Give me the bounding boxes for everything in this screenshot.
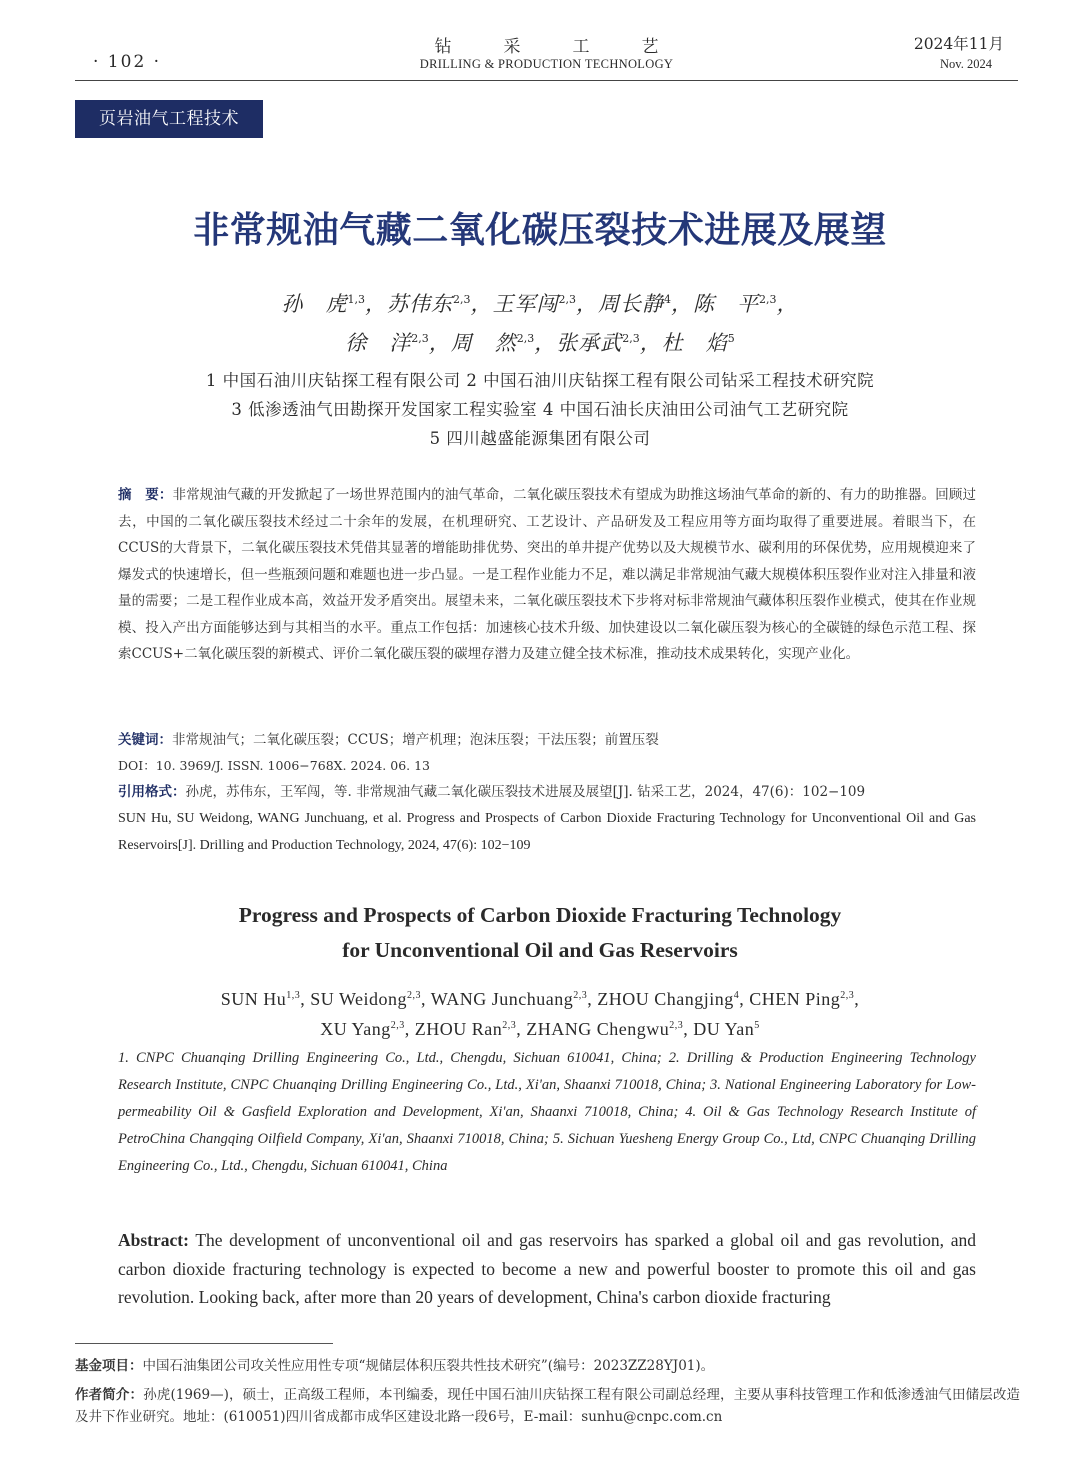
author-affiliation-mark: 1,3 (286, 990, 301, 1001)
author-name: ZHANG Chengwu (526, 1019, 670, 1039)
footnote-fund-text: 中国石油集团公司攻关性应用性专项“规储层体积压裂共性技术研究”(编号：2023ZZ28YJ01)。 (142, 1358, 715, 1374)
author-affiliation-mark: 2,3 (840, 990, 855, 1001)
citation-label: 引用格式： (118, 784, 186, 800)
author-name: ZHOU Ran (414, 1019, 503, 1039)
paper-title-cn: 非常规油气藏二氧化碳压裂技术进展及展望 (193, 210, 887, 251)
author-affiliation-mark: 1,3 (347, 293, 365, 306)
author-affiliation-mark: 2,3 (573, 990, 588, 1001)
footnote-fund-label: 基金项目： (75, 1358, 143, 1374)
author-name: CHEN Ping (749, 989, 841, 1009)
abstract-cn-text: 非常规油气藏的开发掀起了一场世界范围内的油气革命，二氧化碳压裂技术有望成为助推这场油气革命的新的、有力的助推器。回顾过去，中国的二氧化碳压裂技术经过二十余年的发展，在机理研究、工艺设计、产品研发及工程应用等方面均取得了重要进展。着眼当下，在CCUS的大背景下，二氧化碳压裂技术凭借其显著的增能助排优势、突出的单井提产优势以及大规模节水、碳利用的环保优势，应用规模迎来了爆发式的快速增长，但一些瓶颈问题和难题也进一步凸显。一是工程作业能力不足，难以满足非常规油气藏大规模体积压裂作业对注入排量和液量的需要；二是工程作业成本高，效益开发矛盾突出。展望未来，二氧化碳压裂技术下步将对标非常规油气藏体积压裂作业模式，使其在作业规模、投入产出方面能够达到与其相当的水平。重点工作包括：加速核心技术升级、加快建设以二氧化碳压裂为核心的全碳链的绿色示范工程、探索CCUS+二氧化碳压裂的新模式、评价二氧化碳压裂的碳埋存潜力及建立健全技术标准，推动技术成果转化，实现产业化。 (118, 487, 976, 662)
journal-name-en: DRILLING & PRODUCTION TECHNOLOGY (419, 57, 674, 71)
author-name: XU Yang (320, 1019, 391, 1039)
author-name: 陈 平 (693, 292, 759, 316)
author-name: SUN Hu (220, 989, 287, 1009)
author-name: 周 然 (450, 331, 517, 355)
paper-title-en-line2: for Unconventional Oil and Gas Reservoirs (342, 938, 738, 962)
author-name: ZHOU Changjing (597, 989, 734, 1009)
author-name: 孙 虎 (281, 292, 348, 316)
author-affiliation-mark: 4 (664, 293, 671, 306)
journal-name-cn: 钻采工艺 (434, 37, 711, 57)
author-affiliation-mark: 2,3 (516, 332, 535, 345)
section-badge: 页岩油气工程技术 (75, 100, 263, 138)
doi: DOI：10. 3969/J. ISSN. 1006−768X. 2024. 06. 13 (118, 758, 431, 773)
author-name: 苏伟东 (387, 292, 453, 316)
author-affiliation-mark: 2,3 (759, 293, 777, 306)
author-affiliation-mark: 2,3 (502, 1020, 517, 1031)
author-list-cn-line1: 孙 虎$^{1,3}$，苏伟东$^{2,3}$，王军闯$^{2,3}$，周长静$^4$，陈 平$^{2,3}$， (281, 292, 799, 316)
keywords-cn-label: 关键词： (118, 732, 172, 748)
author-affiliation-mark: 2,3 (622, 332, 640, 345)
author-affiliation-mark: 2,3 (558, 293, 576, 306)
abstract-en-text: The development of unconventional oil and gas reservoirs has sparked a global oil and gas revolution, and carbon dioxide fracturing technology is expected to become a new and powerful booster to promote this oil and gas revolution. Looking back, after more than 20 years of development, China's carbon dioxide fracturing (118, 1230, 976, 1307)
footnote-divider (75, 1343, 333, 1344)
running-header (75, 28, 1018, 81)
author-affiliation-mark: 2,3 (407, 990, 422, 1001)
issue-date-en: Nov. 2024 (940, 57, 992, 71)
page-number: · 102 · (93, 52, 162, 72)
citation-cn-text: 孙虎，苏伟东，王军闯，等. 非常规油气藏二氧化碳压裂技术进展及展望[J]. 钻采工艺，2024，47(6)：102−109 (185, 784, 866, 800)
citation-cn (118, 780, 978, 800)
paper-title-en-line1: Progress and Prospects of Carbon Dioxide Fracturing Technology (238, 903, 842, 927)
author-list-en-line2: XU Yang$^{2,3}$, ZHOU Ran$^{2,3}$, ZHANG Chengwu$^{2,3}$, DU Yan$^5$ (320, 1019, 760, 1039)
affiliation-cn-line3: 5 四川越盛能源集团有限公司 (429, 429, 651, 448)
author-name: 周长静 (598, 292, 664, 316)
author-affiliation-mark: 2,3 (411, 332, 429, 345)
author-name: 张承武 (556, 331, 623, 355)
author-name: 杜 焰 (661, 331, 728, 355)
abstract-en (118, 1226, 976, 1312)
keywords-cn (118, 728, 978, 748)
author-list-en-line1: SUN Hu$^{1,3}$, SU Weidong$^{2,3}$, WANG Junchuang$^{2,3}$, ZHOU Changjing$^4$, CHEN Ping$^{2,3}$, (220, 989, 860, 1009)
author-list-cn-line2: 徐 洋$^{2,3}$，周 然$^{2,3}$，张承武$^{2,3}$，杜 焰$^5$ (345, 331, 735, 355)
footnote-author (75, 1384, 1020, 1428)
affiliation-cn-line2: 3 低渗透油气田勘探开发国家工程实验室 4 中国石油长庆油田公司油气工艺研究院 (231, 400, 849, 419)
author-affiliation-mark: 5 (754, 1020, 760, 1031)
author-affiliation-mark: 4 (733, 990, 740, 1001)
author-affiliation-mark: 2,3 (390, 1020, 405, 1031)
issue-date-cn: 2024年11月 (913, 35, 1004, 53)
citation-en: SUN Hu, SU Weidong, WANG Junchuang, et al. Progress and Prospects of Carbon Dioxide Fracturing Technology for Unconventional Oil and Gas Reservoirs[J]. Drilling and Production Technology, 2024, 47(6): 102−109 (118, 811, 976, 853)
affiliation-cn-line1: 1 中国石油川庆钻探工程有限公司 2 中国石油川庆钻探工程有限公司钻采工程技术研究院 (205, 371, 875, 390)
author-affiliation-mark: 2,3 (453, 293, 471, 306)
author-name: 徐 洋 (345, 331, 412, 355)
footnote-author-label: 作者简介： (75, 1387, 144, 1403)
affiliations-en: 1. CNPC Chuanqing Drilling Engineering Co., Ltd., Chengdu, Sichuan 610041, China; 2. Drilling & Production Engineering Technology Research Institute, CNPC Chuanqing Drilling Engineering Co., Ltd., Xi'an, Shaanxi 710018, China; 3. National Engineering Laboratory for Low-permeability Oil & Gasfield Exploration and Development, Xi'an, Shaanxi 710018, China; 4. Oil & Gas Technology Research Institute of PetroChina Changqing Oilfield Company, Xi'an, Shaanxi 710018, China; 5. Sichuan Yuesheng Energy Group Co., Ltd, CNPC Chuanqing Drilling Engineering Co., Ltd., Chengdu, Sichuan 610041, China (118, 1050, 976, 1174)
author-affiliation-mark: 2,3 (669, 1020, 684, 1031)
author-affiliation-mark: 5 (727, 332, 735, 345)
abstract-cn-label: 摘 要： (118, 487, 173, 503)
author-name: WANG Junchuang (430, 989, 574, 1009)
footnote-fund (75, 1355, 1020, 1377)
author-name: 王军闯 (492, 292, 559, 316)
abstract-en-label: Abstract: (118, 1230, 189, 1250)
paper-title-en (0, 898, 1080, 968)
author-name: SU Weidong (310, 989, 408, 1009)
abstract-cn (118, 482, 976, 668)
footnote-author-text: 孙虎(1969—)，硕士，正高级工程师，本刊编委，现任中国石油川庆钻探工程有限公司副总经理，主要从事科技管理工作和低渗透油气田储层改造及井下作业研究。地址：(610051)四川省成都市成华区建设北路一段6号，E-mail：sunhu@cnpc.com.cn (75, 1387, 1021, 1425)
keywords-cn-text: 非常规油气；二氧化碳压裂；CCUS；增产机理；泡沫压裂；干法压裂；前置压裂 (172, 732, 659, 748)
author-name: DU Yan (693, 1019, 755, 1039)
